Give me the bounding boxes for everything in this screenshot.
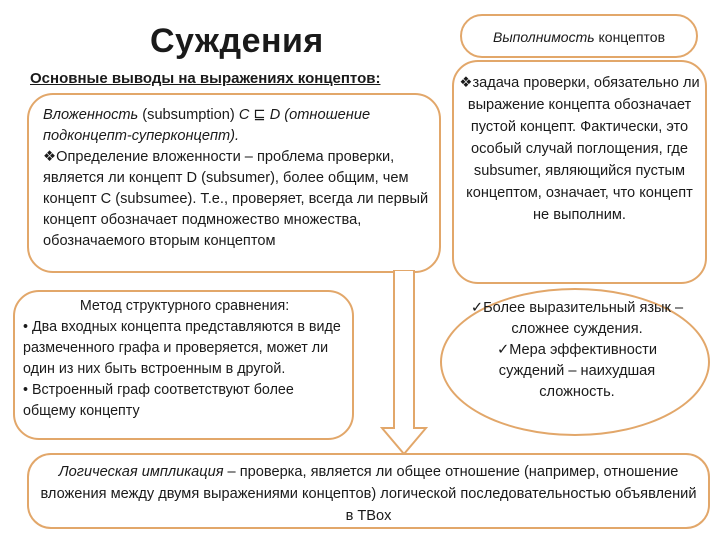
satisfiability-term: Выполнимость xyxy=(492,29,595,45)
ellipse-line-2: Мера эффективности суждений – наихудшая сложность. xyxy=(498,342,657,400)
structural-content xyxy=(23,296,346,422)
complexity-ellipse xyxy=(440,288,710,436)
satisfiability-content xyxy=(458,72,701,226)
implication-term: Логическая импликация xyxy=(58,464,224,480)
ellipse-line-1: Более выразительный язык – сложнее суждения. xyxy=(483,300,684,337)
section-subtitle: Основные выводы на выражениях концептов: xyxy=(30,70,381,87)
subsumption-box xyxy=(27,93,441,273)
diamond-bullet-icon: ❖ xyxy=(459,75,473,91)
satisfiability-box xyxy=(452,60,707,284)
subsumption-formula: C ⊑ D xyxy=(238,107,281,123)
structural-method-box xyxy=(13,290,354,440)
structural-header: Метод структурного сравнения: xyxy=(79,298,290,314)
implication-box xyxy=(27,453,710,529)
diamond-bullet-icon: ❖ xyxy=(43,149,57,165)
subsumption-relation: (отношение подконцепт-суперконцепт). xyxy=(43,107,371,144)
subsumption-definition: Определение вложенности – проблема проверки, является ли концепт D (subsumer), более общим, чем концепт C (subsumee). Т.е., проверяет, всегда ли первый концепт обозначает подмножество множества, обозначаемого вторым концептом xyxy=(43,149,429,249)
ellipse-content xyxy=(466,298,688,403)
check-icon: ✓ xyxy=(497,342,510,358)
structural-item-1: • Два входных концепта представляются в виде размеченного графа и проверяется, может ли один из них быть встроенным в другой. xyxy=(23,319,341,377)
satisfiability-header xyxy=(462,29,696,45)
down-arrow-icon xyxy=(380,270,428,455)
check-icon: ✓ xyxy=(470,300,484,316)
implication-text: – проверка, является ли общее отношение (например, отношение вложения между двумя выражениями концептов) логической последовательностью объявлений в TBox xyxy=(40,464,697,524)
subsumption-content xyxy=(43,105,431,252)
subsumption-term: Вложенность xyxy=(43,107,139,123)
satisfiability-text: задача проверки, обязательно ли выражение концепта обозначает пустой концепт. Фактически, это особый случай поглощения, где subsumer, являющийся пустым концептом, означает, что концепт не выполним. xyxy=(466,75,700,223)
page-title: Суждения xyxy=(150,22,324,60)
satisfiability-header-box xyxy=(460,14,698,58)
implication-content xyxy=(35,461,702,527)
satisfiability-header-rest: концептов xyxy=(594,29,666,45)
structural-item-2: • Встроенный граф соответствуют более общему концепту xyxy=(23,382,294,419)
subsumption-term-suffix: (subsumption) xyxy=(138,107,239,123)
